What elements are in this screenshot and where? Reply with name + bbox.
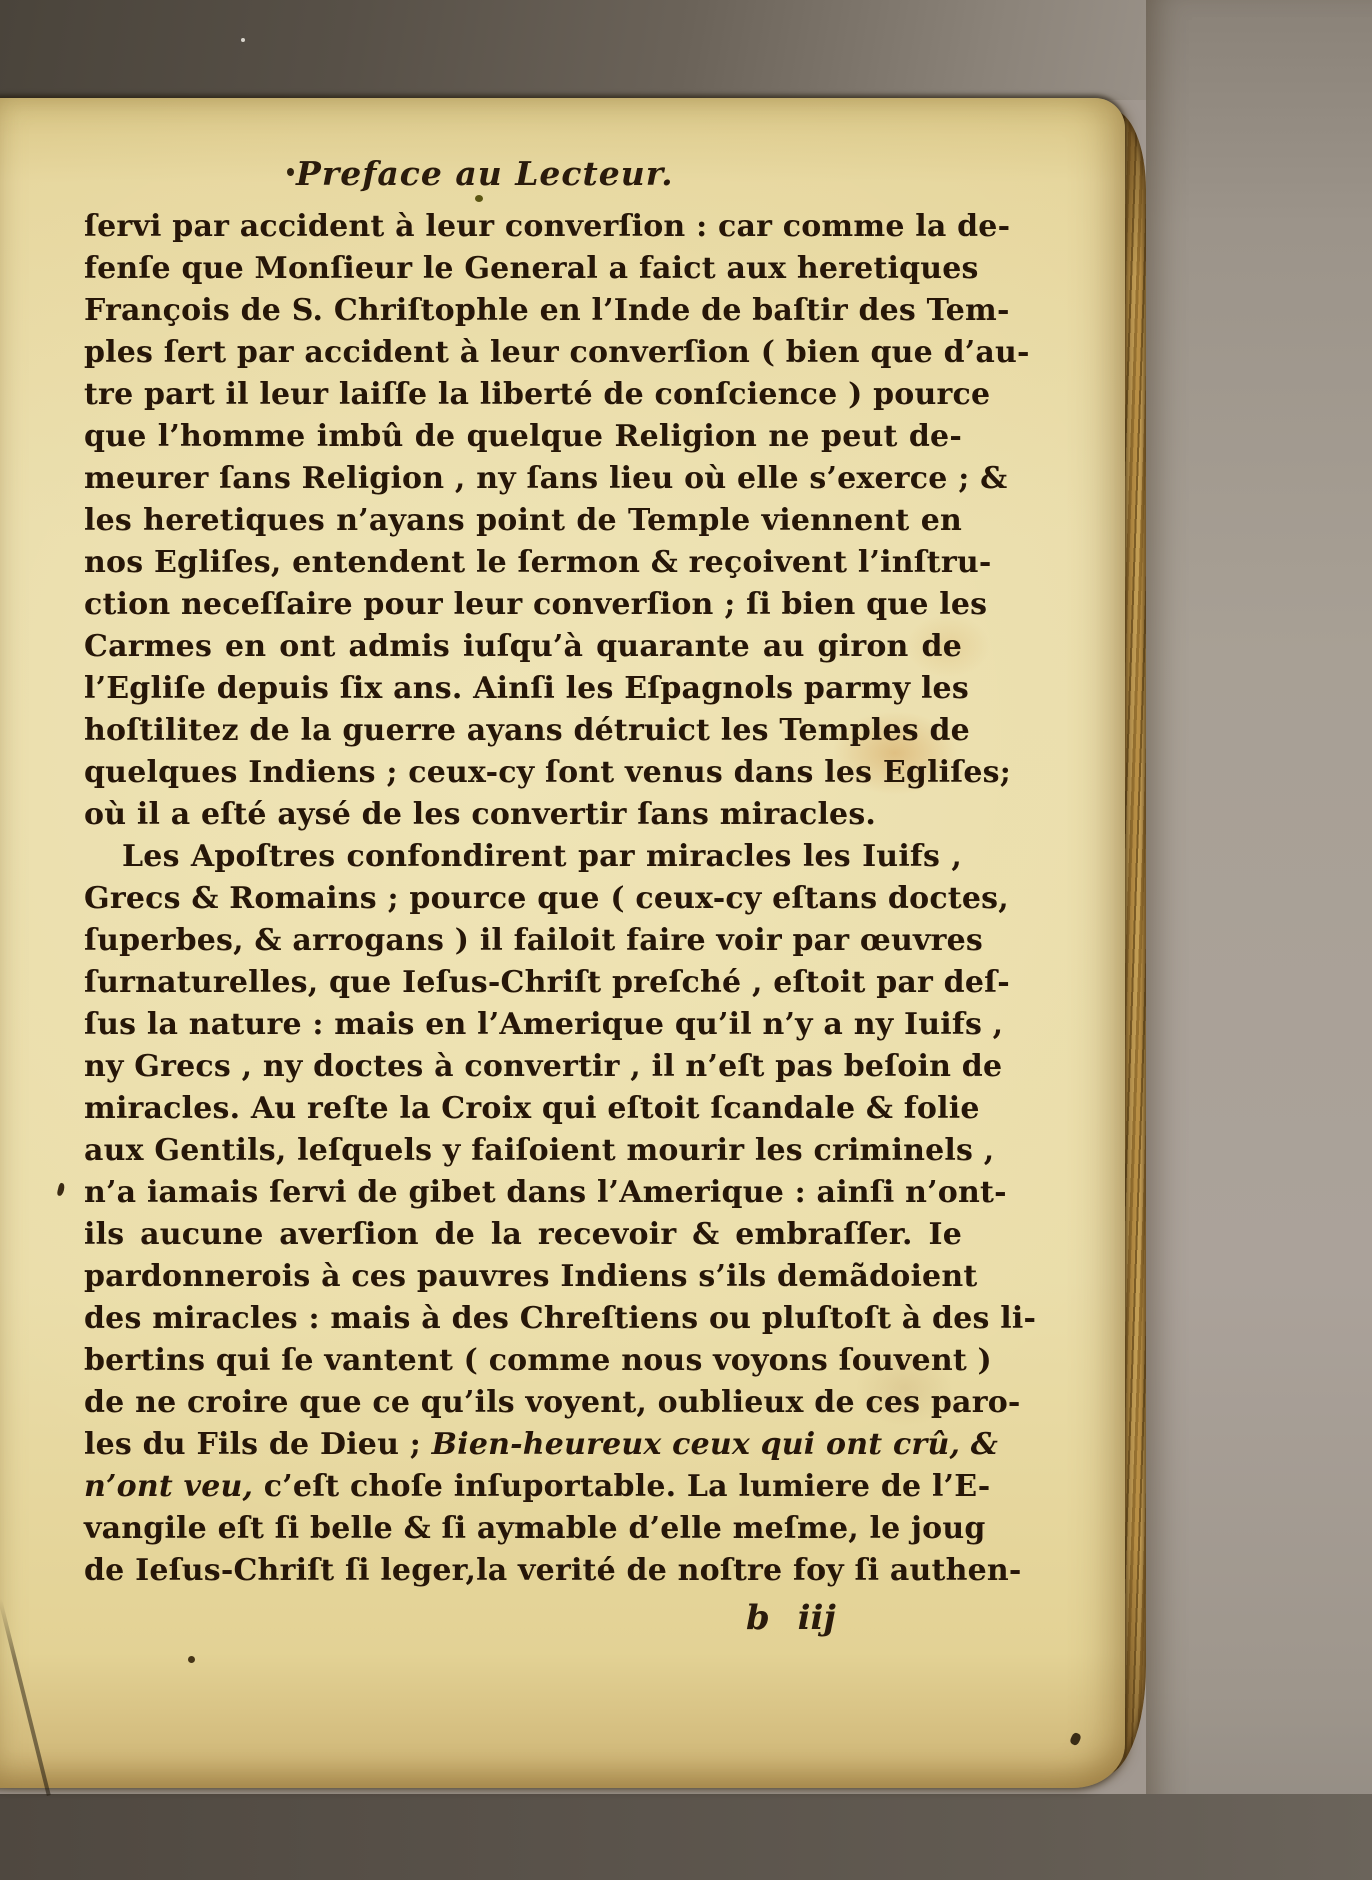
ink-speck (475, 195, 483, 202)
text-line: Les Apoſtres confondirent par miracles les Iuifs , (122, 839, 962, 874)
text-line: ples ſert par accident à leur converſion ( bien que d’au- (84, 335, 1030, 370)
text-line: nos Egliſes, entendent le ſermon & reçoivent l’inſtru- (84, 545, 992, 580)
text-line: aux Gentils, leſquels y faiſoient mourir les criminels , (84, 1133, 995, 1168)
text-line: ſervi par accident à leur converſion : car comme la de- (84, 209, 1011, 244)
text-line: bertins qui ſe vantent ( comme nous voyons ſouvent ) (84, 1343, 992, 1378)
text-line: ction neceſſaire pour leur converſion ; ſi bien que les (84, 587, 988, 622)
text-line: de ne croire que ce qu’ils voyent, oublieux de ces paro- (84, 1385, 1021, 1420)
text-line: vangile eſt ſi belle & ſi aymable d’elle meſme, le joug (84, 1511, 986, 1546)
text-line: Carmes en ont admis iuſqu’à quarante au giron de (84, 629, 962, 664)
running-header: Preface au Lecteur. (296, 154, 674, 193)
text-line: pardonnerois à ces pauvres Indiens s’ils demãdoient (84, 1259, 978, 1294)
text-line: hoſtilitez de la guerre ayans détruict les Temples de (84, 713, 970, 748)
dust-speck (241, 38, 245, 42)
scanner-background-right (1146, 0, 1372, 1880)
text-line: où il a eſté aysé de les convertir ſans miracles. (84, 797, 877, 832)
text-line: les heretiques n’ayans point de Temple viennent en (84, 503, 962, 538)
text-line: que l’homme imbû de quelque Religion ne peut de- (84, 419, 962, 454)
text-line: miracles. Au reſte la Croix qui eſtoit ſcandale & folie (84, 1091, 980, 1126)
text-line: ſuperbes, & arrogans ) il failoit faire voir par œuvres (84, 923, 983, 958)
text-line: François de S. Chriſtophle en l’Inde de baſtir des Tem- (84, 293, 1010, 328)
text-line: fenſe que Monſieur le General a faict aux heretiques (84, 251, 979, 286)
ink-speck (287, 168, 294, 176)
text-line: tre part il leur laiſſe la liberté de conſcience ) pource (84, 377, 991, 412)
text-line: de Ieſus-Chriſt ſi leger,la verité de noſtre foy ſi authen- (84, 1553, 1022, 1588)
text-line: les du Fils de Dieu ; Bien-heureux ceux qui ont crû, & (84, 1427, 999, 1462)
scanner-background-bottom (0, 1794, 1372, 1880)
text-line: l’Egliſe depuis ſix ans. Ainſi les Eſpagnols parmy les (84, 671, 969, 706)
text-line: des miracles : mais à des Chreſtiens ou pluſtoſt à des li- (84, 1301, 1037, 1336)
ink-speck (188, 1656, 195, 1663)
text-line: n’ont veu, c’eſt choſe inſuportable. La lumiere de l’E- (84, 1469, 991, 1504)
text-line: ſus la nature : mais en l’Amerique qu’il n’y a ny Iuifs , (84, 1007, 1004, 1042)
text-line: Grecs & Romains ; pource que ( ceux-cy eſtans doctes, (84, 881, 1009, 916)
text-line: ils aucune averſion de la recevoir & embraſſer. Ie (84, 1217, 962, 1252)
text-line: ny Grecs , ny doctes à convertir , il n’eſt pas beſoin de (84, 1049, 1003, 1084)
text-line: meurer ſans Religion , ny ſans lieu où elle s’exerce ; & (84, 461, 1008, 496)
text-line: ſurnaturelles, que Ieſus-Chriſt preſché , eſtoit par deſ- (84, 965, 1010, 1000)
text-line: n’a iamais ſervi de gibet dans l’Amerique : ainſi n’ont- (84, 1175, 1007, 1210)
signature-mark: b iij (746, 1598, 836, 1638)
text-block (84, 206, 1037, 1592)
text-line: quelques Indiens ; ceux-cy ſont venus dans les Egliſes; (84, 755, 1012, 790)
book-page (0, 98, 1125, 1788)
